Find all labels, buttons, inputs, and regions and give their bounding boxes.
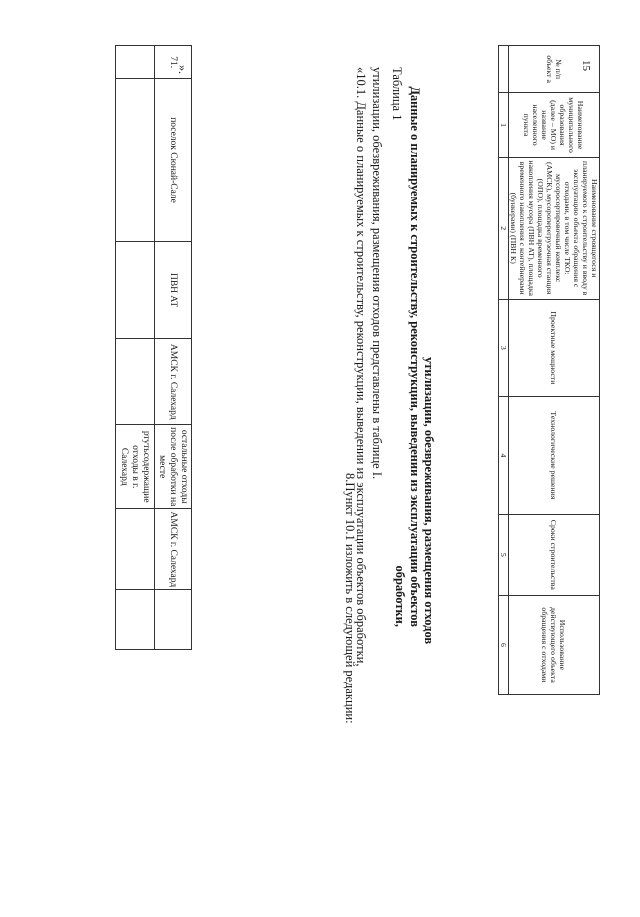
table-cell: АМСК г. Салехард bbox=[155, 509, 192, 590]
table-cell: ртутьсодержащие отходы в г. Салехард bbox=[116, 425, 155, 509]
rotated-page-content bbox=[100, 45, 600, 855]
header-cell: Сроки строительства bbox=[509, 514, 600, 595]
closing-quote: ». bbox=[176, 65, 190, 74]
table-cell: ПВН АТ bbox=[155, 241, 192, 339]
column-number: 2 bbox=[499, 157, 509, 299]
table-heading: Данные о планируемых к строительству, реконструкции, выведении из эксплуатации объектов обработки, bbox=[393, 86, 422, 627]
table-cell bbox=[116, 339, 155, 425]
header-cell: Технологические решения bbox=[509, 397, 600, 515]
header-cell: Проектные мощности bbox=[509, 299, 600, 397]
table-cell bbox=[155, 590, 192, 650]
header-cell: Наименование муниципального образования (далее – МО) и название населенного пункта bbox=[509, 93, 600, 157]
column-number: 5 bbox=[499, 514, 509, 595]
paragraph-line: «10.1. Данные о планируемых к строительству, реконструкции, выведении из эксплуатации объектов обработки, bbox=[354, 67, 368, 667]
amendment-intro: 8.Пункт 10.1 изложить в следующей редакции: bbox=[343, 473, 357, 724]
column-number bbox=[499, 46, 509, 93]
header-cell: Использование действующего объекта обращения с отходами bbox=[509, 595, 600, 694]
continuation-table bbox=[115, 45, 192, 650]
table-cell: поселок Сюнай-Сале bbox=[155, 79, 192, 241]
column-number: 6 bbox=[499, 595, 509, 694]
table-cell bbox=[116, 509, 155, 590]
table-cell: 71. bbox=[155, 46, 192, 79]
main-table bbox=[498, 45, 600, 695]
table-heading: утилизации, обезвреживания, размещения отходов bbox=[422, 357, 436, 645]
table-cell: АМСК г. Салехард bbox=[155, 339, 192, 425]
table-cell bbox=[116, 241, 155, 339]
header-cell: Наименование строящегося и планируемого к строительству и вводу в эксплуатацию объекта обращения с отходами, в том числе ТКО: мусоросортировочный комплекс (АМСК), мусороперегрузочная станция (ОПО), площадка временного накопления мусора (ПВН АТ), площадка временного накопления с контейнерами (бункерами) (ПВН К) bbox=[509, 157, 600, 299]
column-number: 4 bbox=[499, 397, 509, 515]
column-number: 3 bbox=[499, 299, 509, 397]
column-number: 1 bbox=[499, 93, 509, 157]
table-cell bbox=[116, 46, 155, 79]
table-label: Таблица 1 bbox=[390, 67, 404, 121]
table-cell: остальные отходы после обработки на месте bbox=[155, 425, 192, 509]
table-cell bbox=[116, 79, 155, 241]
header-cell: № п/п объект а bbox=[509, 46, 600, 93]
page-number: 15 bbox=[580, 60, 592, 71]
table-cell bbox=[116, 590, 155, 650]
paragraph-line: утилизации, обезвреживания, размещения отходов представлены в таблице I. bbox=[370, 67, 384, 480]
